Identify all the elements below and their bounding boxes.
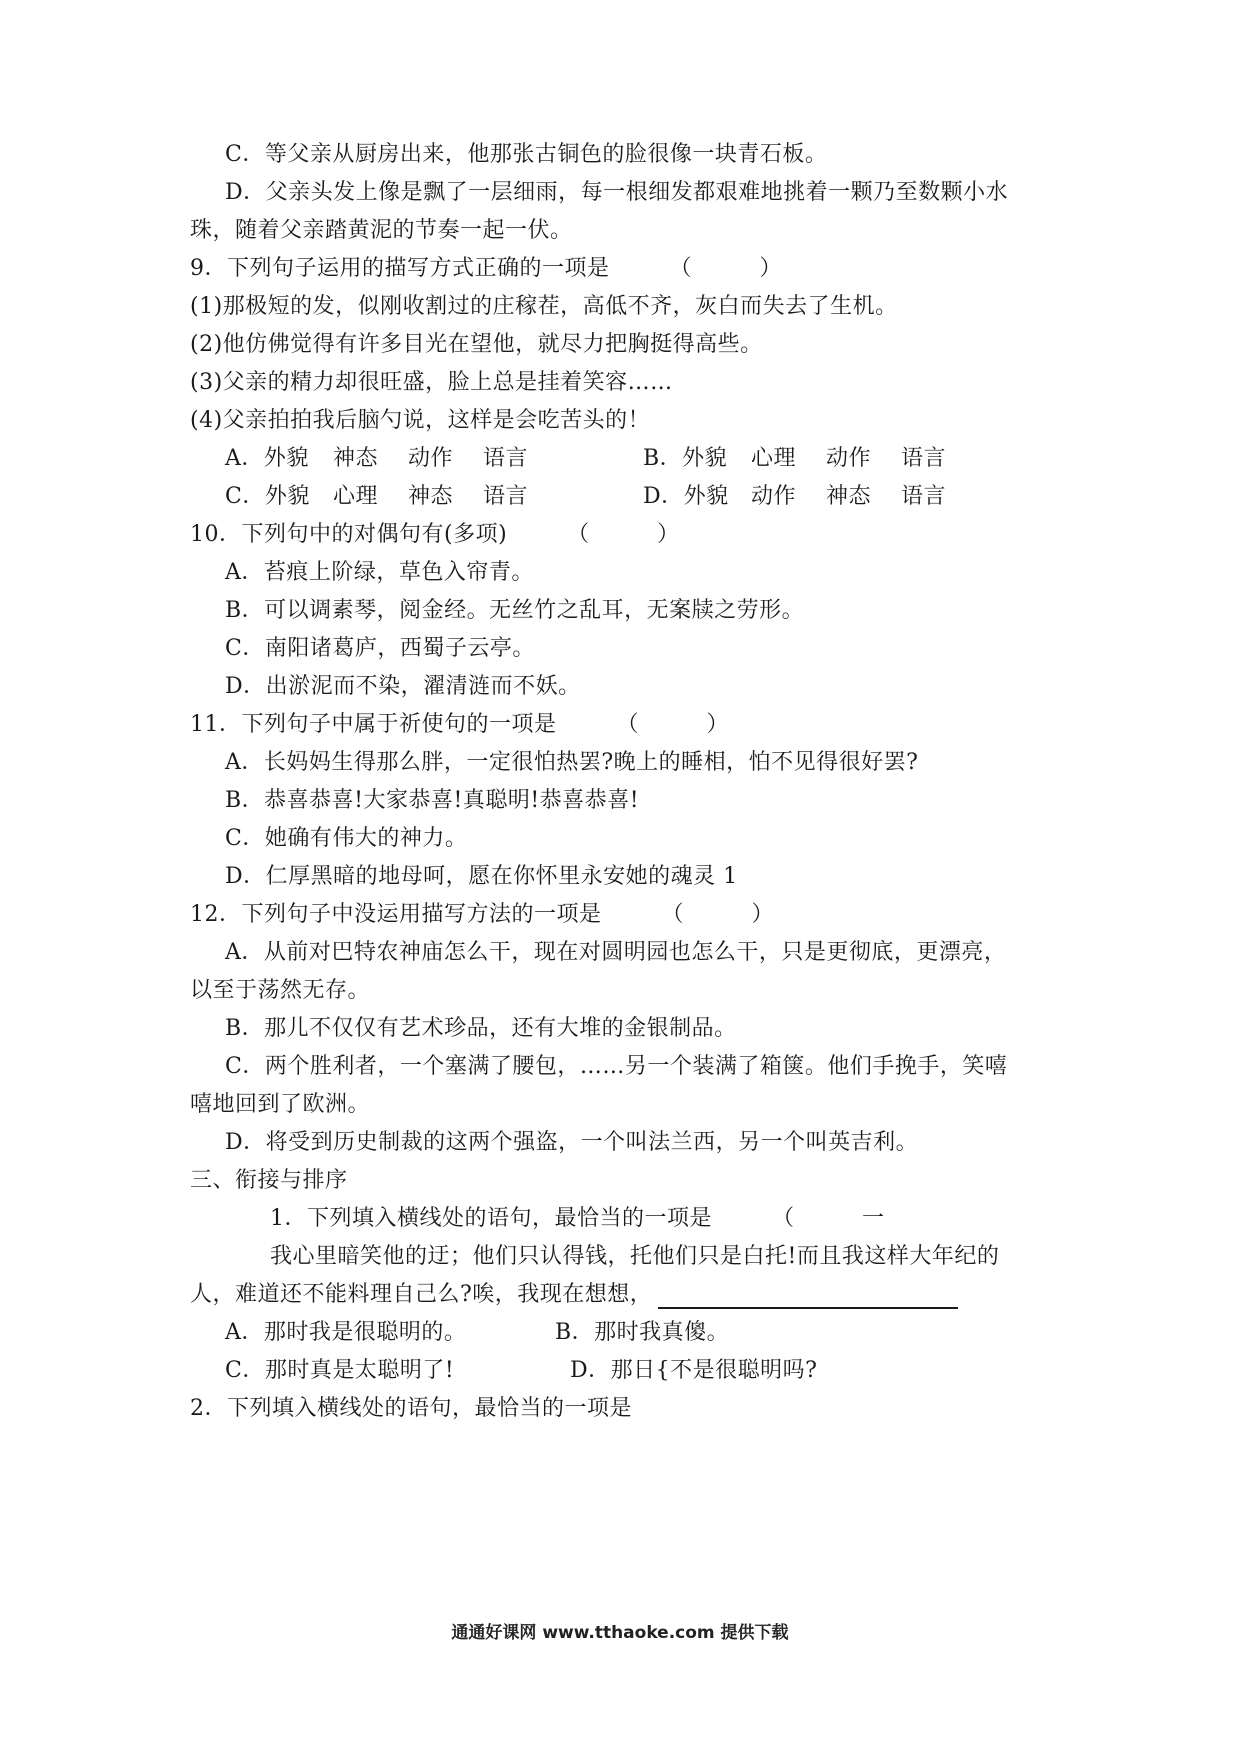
- q10-stem-text: 10．下列句中的对偶句有(多项): [190, 522, 508, 547]
- q11-option-c: C．她确有伟大的神力。: [225, 826, 468, 851]
- q9-option-b-3: 动作: [826, 446, 872, 471]
- q9-option-c-2: 心理: [333, 484, 379, 509]
- s3-q1-passage-line2: [190, 1281, 1050, 1309]
- q9-item-1: (1)那极短的发，似刚收割过的庄稼茬，高低不齐，灰白而失去了生机。: [190, 294, 898, 319]
- q9-option-a-label: A．外貌: [225, 446, 309, 471]
- q9-option-a-3: 动作: [408, 446, 454, 471]
- s3-q1-passage-line1: 我心里暗笑他的迂；他们只认得钱，托他们只是白托!而且我这样大年纪的: [270, 1244, 1000, 1269]
- q12-option-c-line2: 嘻地回到了欧洲。: [190, 1092, 371, 1117]
- q9-option-b-4: 语言: [901, 446, 947, 471]
- q10-stem: [190, 521, 1050, 549]
- q10-answer-paren: （ ）: [567, 522, 680, 547]
- q9-options-row2: [225, 483, 1050, 511]
- q8-option-c: C．等父亲从厨房出来，他那张古铜色的脸很像一块青石板。: [225, 142, 828, 167]
- q9-option-a-2: 神态: [333, 446, 379, 471]
- s3-q1-option-b: B．那时我真傻。: [555, 1320, 730, 1345]
- s3-q2-stem: 2．下列填入横线处的语句，最恰当的一项是: [190, 1396, 632, 1421]
- q9-option-b-label: B．外貌: [643, 446, 728, 471]
- q9-option-d-2: 动作: [751, 484, 797, 509]
- q9-option-d-3: 神态: [826, 484, 872, 509]
- s3-q1-options-row2: [225, 1357, 1050, 1385]
- q12-stem: [190, 901, 1050, 929]
- section3-heading: 三、衔接与排序: [190, 1168, 348, 1193]
- q9-stem-text: 9．下列句子运用的描写方式正确的一项是: [190, 256, 610, 281]
- q9-item-4: (4)父亲拍拍我后脑勺说，这样是会吃苦头的！: [190, 408, 651, 433]
- s3-q1-stem: [270, 1205, 1050, 1233]
- q11-answer-paren: （ ）: [616, 712, 730, 737]
- q9-option-a-4: 语言: [483, 446, 529, 471]
- q12-stem-text: 12．下列句子中没运用描写方法的一项是: [190, 902, 602, 927]
- s3-q1-answer-paren: （ 一: [772, 1206, 885, 1231]
- q12-option-c-line1: C．两个胜利者，一个塞满了腰包，……另一个装满了箱箧。他们手挽手，笑嘻: [225, 1054, 1008, 1079]
- q11-stem: [190, 711, 1050, 739]
- s3-q1-stem-text: 1．下列填入横线处的语句，最恰当的一项是: [270, 1206, 712, 1231]
- fill-in-blank: [658, 1283, 958, 1309]
- q10-option-b: B．可以调素琴，阅金经。无丝竹之乱耳，无案牍之劳形。: [225, 598, 805, 623]
- q12-option-d: D．将受到历史制裁的这两个强盗，一个叫法兰西，另一个叫英吉利。: [225, 1130, 919, 1155]
- q9-option-c-4: 语言: [483, 484, 529, 509]
- q11-stem-text: 11．下列句子中属于祈使句的一项是: [190, 712, 557, 737]
- q9-options-row1: [225, 445, 1050, 473]
- footer-download-note: 通通好课网 www.tthaoke.com 提供下载: [451, 1623, 789, 1643]
- q12-answer-paren: （ ）: [661, 902, 775, 927]
- s3-q1-option-a: A．那时我是很聪明的。: [225, 1320, 467, 1345]
- q9-option-c-label: C．外貌: [225, 484, 310, 509]
- q9-stem: [190, 255, 1050, 283]
- q8-option-d-line2: 珠，随着父亲踏黄泥的节奏一起一伏。: [190, 218, 573, 243]
- q9-option-c-3: 神态: [408, 484, 454, 509]
- q9-answer-paren: （ ）: [669, 256, 783, 281]
- q11-option-a: A．长妈妈生得那么胖，一定很怕热罢?晚上的睡相，怕不见得很好罢?: [225, 750, 919, 775]
- q11-option-d: D．仁厚黑暗的地母呵，愿在你怀里永安她的魂灵 1: [225, 864, 738, 889]
- s3-q1-option-d: D．那日{不是很聪明吗?: [570, 1358, 818, 1383]
- q10-option-a: A．苔痕上阶绿，草色入帘青。: [225, 560, 534, 585]
- q10-option-d: D．出淤泥而不染，濯清涟而不妖。: [225, 674, 581, 699]
- q12-option-a-line1: A．从前对巴特农神庙怎么干，现在对圆明园也怎么干，只是更彻底，更漂亮，: [225, 940, 1007, 965]
- q8-option-d-line1: D．父亲头发上像是飘了一层细雨，每一根细发都艰难地挑着一颗乃至数颗小水: [225, 180, 1009, 205]
- s3-q1-passage-text: 人，难道还不能料理自己么?唉，我现在想想，: [190, 1282, 653, 1307]
- q11-option-b: B．恭喜恭喜!大家恭喜!真聪明!恭喜恭喜!: [225, 788, 640, 813]
- q12-option-b: B．那儿不仅仅有艺术珍品，还有大堆的金银制品。: [225, 1016, 737, 1041]
- q9-option-d-4: 语言: [901, 484, 947, 509]
- q12-option-a-line2: 以至于荡然无存。: [190, 978, 371, 1003]
- q9-option-d-label: D．外貌: [643, 484, 729, 509]
- q9-item-2: (2)他仿佛觉得有许多目光在望他，就尽力把胸挺得高些。: [190, 332, 763, 357]
- s3-q1-options-row1: [225, 1319, 1050, 1347]
- q9-item-3: (3)父亲的精力却很旺盛，脸上总是挂着笑容……: [190, 370, 673, 395]
- q10-option-c: C．南阳诸葛庐，西蜀子云亭。: [225, 636, 535, 661]
- q9-option-b-2: 心理: [751, 446, 797, 471]
- s3-q1-option-c: C．那时真是太聪明了!: [225, 1358, 455, 1383]
